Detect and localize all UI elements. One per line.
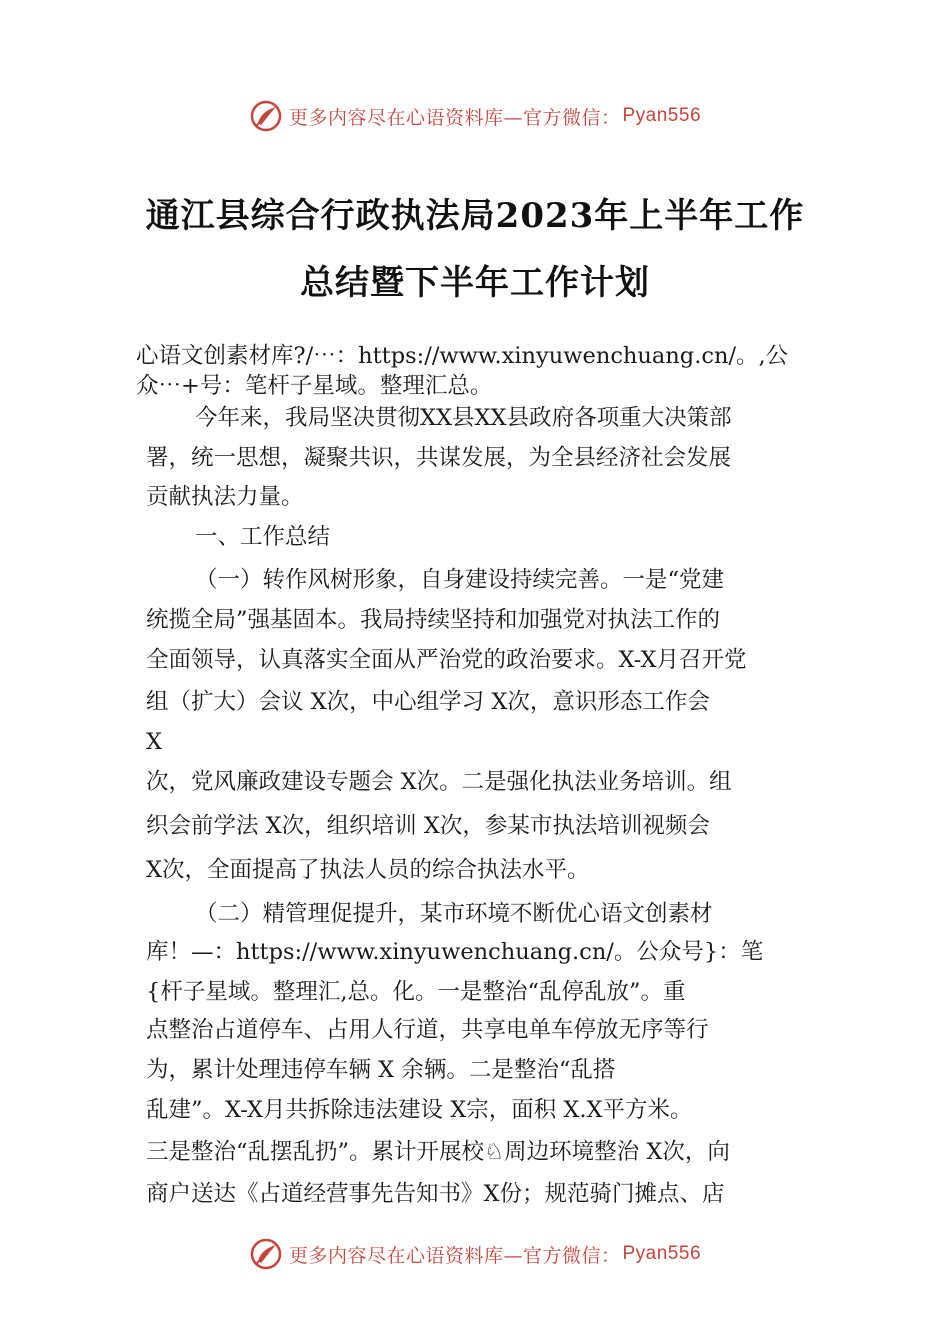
body-line-15: （二）精管理促提升，某市环境不断优心语文创素材 bbox=[195, 901, 713, 927]
body-line-21: 三是整治“乱摆乱扔”。累计开展校♘周边环境整治 X次，向 bbox=[146, 1139, 730, 1165]
body-line-1: 心语文创素材库?/⋯：https://www.xinyuwenchuang.cn/。,公 bbox=[136, 343, 789, 369]
header-banner bbox=[0, 96, 950, 136]
header-wechat-id: Pyan556 bbox=[622, 105, 702, 126]
body-line-13: 织会前学法 X次，组织培训 X次，参某市执法培训视频会 bbox=[146, 813, 710, 839]
footer-banner bbox=[0, 1234, 950, 1274]
footer-banner-text: 更多内容尽在心语资料库—官方微信： bbox=[288, 1244, 621, 1267]
document-title-line-2: 总结暨下半年工作计划 bbox=[300, 263, 650, 303]
body-line-20: 乱建”。X-X月共拆除违法建设 X宗，面积 X.X平方米。 bbox=[146, 1097, 693, 1123]
body-line-17: {杆子星域。整理汇,总。化。一是整治“乱停乱放”。重 bbox=[146, 979, 686, 1005]
body-line-12: 次，党风廉政建设专题会 X次。二是强化执法业务培训。组 bbox=[146, 769, 732, 795]
body-line-19: 为，累计处理违停车辆 X 余辆。二是整治“乱搭 bbox=[146, 1057, 616, 1083]
body-line-11: X bbox=[146, 729, 163, 755]
header-banner-text: 更多内容尽在心语资料库—官方微信： bbox=[288, 106, 621, 129]
body-line-5: 贡献执法力量。 bbox=[146, 484, 304, 510]
section-heading-1: 一、工作总结 bbox=[195, 524, 331, 550]
body-line-9: 全面领导，认真落实全面从严治党的政治要求。X-X月召开党 bbox=[146, 647, 747, 673]
body-line-7: （一）转作风树形象，自身建设持续完善。一是“党建 bbox=[195, 567, 725, 593]
body-line-18: 点整治占道停车、占用人行道，共享电单车停放无序等行 bbox=[146, 1017, 709, 1043]
body-line-16: 库！—：https://www.xinyuwenchuang.cn/。公众号}：笔 bbox=[146, 939, 764, 965]
document-title-line-1: 通江县综合行政执法局2023年上半年工作 bbox=[145, 196, 805, 236]
body-line-22: 商户送达《占道经营事先告知书》X份；规范骑门摊点、店 bbox=[146, 1181, 725, 1207]
body-line-3: 今年来，我局坚决贯彻XX县XX县政府各项重大决策部 bbox=[195, 405, 732, 431]
body-line-4: 署，统一思想，凝聚共识，共谋发展，为全县经济社会发展 bbox=[146, 445, 732, 471]
seal-logo-icon bbox=[249, 99, 283, 133]
body-line-8: 统揽全局”强基固本。我局持续坚持和加强党对执法工作的 bbox=[146, 607, 721, 633]
seal-logo-icon bbox=[249, 1237, 283, 1271]
body-line-2: 众⋯+号：笔杆子星域。整理汇总。 bbox=[136, 373, 493, 399]
body-line-10: 组（扩大）会议 X次，中心组学习 X次，意识形态工作会 bbox=[146, 689, 710, 715]
body-line-14: X次，全面提高了执法人员的综合执法水平。 bbox=[146, 857, 590, 883]
footer-wechat-id: Pyan556 bbox=[622, 1243, 702, 1264]
